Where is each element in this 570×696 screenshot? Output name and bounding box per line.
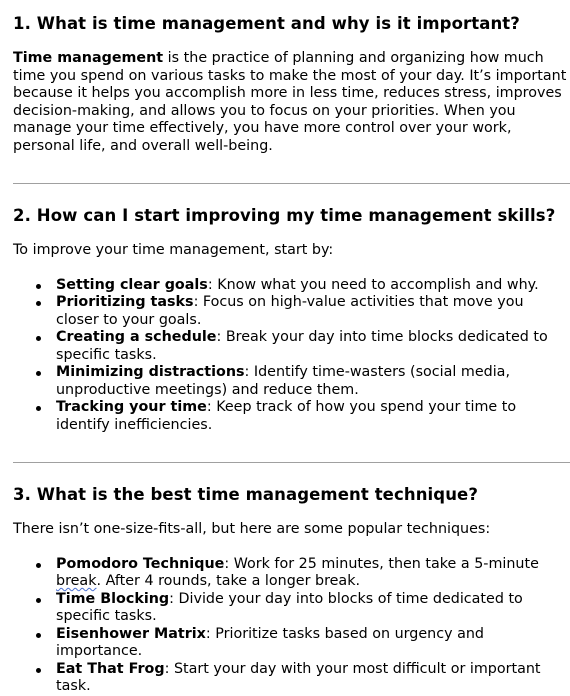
section-divider-1 [13, 183, 570, 184]
list-item-term: Prioritizing tasks [56, 294, 194, 310]
section-2-list [13, 277, 570, 435]
list-item-text: : Focus on high-value activities that move you closer to your goals. [56, 294, 524, 328]
list-item-term: Pomodoro Technique [56, 555, 225, 572]
list-item-term: Tracking your time [56, 399, 207, 415]
list-item [56, 364, 570, 399]
list-item-term: Minimizing distractions [56, 364, 245, 380]
list-item-text: : Keep track of how you spend your time to identify inefficiencies. [56, 399, 517, 433]
list-item-term: Creating a schedule [56, 329, 217, 345]
section-2-intro: To improve your time management, start by: [13, 242, 334, 258]
list-item-term: Eisenhower Matrix [56, 625, 206, 642]
list-item-text: : Start your day with your most difficult or important task. [56, 660, 541, 694]
section-1-body: is the practice of planning and organizing how much time you spend on various tasks to make the most of your day. It’s important because it helps you accomplish more in less time, reduces stress, improves decision-making, and allows you to focus on your priorities. When you manage your time effectively, you have more control over your work, personal life, and overall well-being. [13, 50, 567, 154]
list-item-term: Time Blocking [56, 590, 170, 607]
section-3-heading: 3. What is the best time management technique? [13, 485, 479, 504]
list-item-text: . After 4 rounds, take a longer break. [96, 573, 361, 589]
list-item-text: : Divide your day into blocks of time dedicated to specific tasks. [56, 590, 523, 624]
section-2-heading: 2. How can I start improving my time management skills? [13, 206, 556, 225]
list-item-text: : Identify time-wasters (social media, unproductive meetings) and reduce them. [56, 364, 510, 398]
section-1-term: Time management [13, 50, 164, 66]
section-3-intro: There isn’t one-size-fits-all, but here are some popular techniques: [13, 521, 491, 537]
list-item-text: : Prioritize tasks based on urgency and importance. [56, 625, 485, 659]
list-item [56, 626, 570, 661]
list-item [56, 294, 570, 329]
list-item [56, 277, 570, 295]
section-1-paragraph [13, 50, 570, 155]
list-item [56, 591, 570, 626]
list-item [56, 329, 570, 364]
section-3-list [13, 556, 570, 696]
list-item-text: : Break your day into time blocks dedicated to specific tasks. [56, 329, 548, 363]
document [13, 0, 570, 696]
spellcheck-flagged-word: break [56, 573, 97, 589]
section-1-heading: 1. What is time management and why is it important? [13, 14, 520, 33]
list-item-text: : Work for 25 minutes, then take a 5-minute [224, 555, 539, 572]
list-item [56, 399, 570, 434]
list-item [56, 556, 570, 591]
list-item-term: Setting clear goals [56, 276, 208, 293]
list-item [56, 661, 570, 696]
section-divider-2 [13, 462, 570, 463]
list-item-term: Eat That Frog [56, 660, 165, 677]
list-item-text: : Know what you need to accomplish and why. [207, 276, 539, 293]
